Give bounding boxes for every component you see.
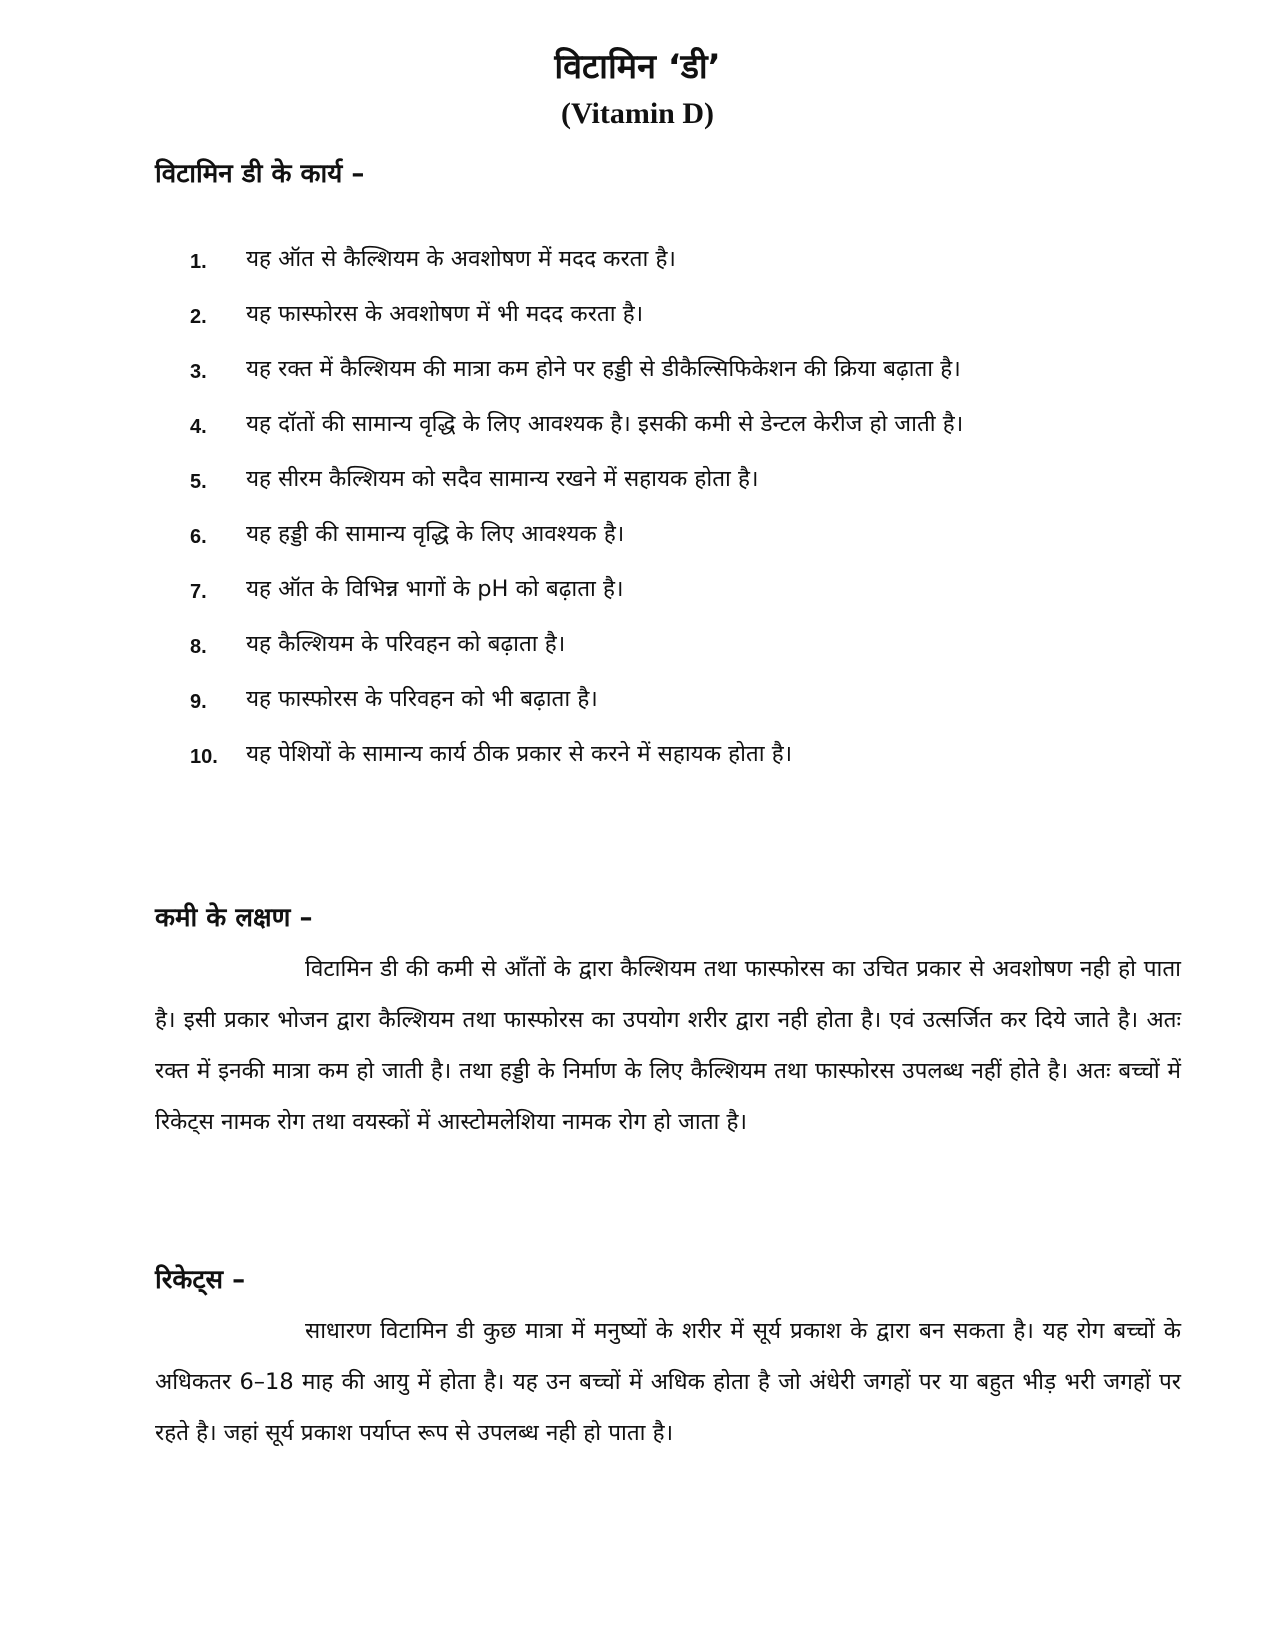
list-item-number: 1.: [190, 251, 207, 273]
list-item-number: 3.: [190, 361, 207, 383]
page-title: विटामिन ‘डी’: [554, 47, 721, 87]
deficiency-heading: कमी के लक्षण –: [155, 903, 313, 933]
deficiency-paragraph: विटामिन डी की कमी से आँतों के द्वारा कैल्शियम तथा फास्फोरस का उचित प्रकार से अवशोषण नही हो पाता है। इसी प्रकार भोजन द्वारा कैल्शियम तथा फास्फोरस का उपयोग शरीर द्वारा नही होता है। एवं उत्सर्जित कर दिये जाते है। अतः रक्त में इनकी मात्रा कम हो जाती है। तथा हड्डी के निर्माण के लिए कैल्शियम तथा फास्फोरस उपलब्ध नहीं होते है। अतः बच्चों में रिकेट्स नामक रोग तथा वयस्कों में आस्टोमलेशिया नामक रोग हो जाता है।: [155, 956, 1181, 1135]
list-item-text: यह पेशियों के सामान्य कार्य ठीक प्रकार से करने में सहायक होता है।: [246, 741, 793, 767]
list-item-text: यह दॉतों की सामान्य वृद्धि के लिए आवश्यक है। इसकी कमी से डेन्टल केरीज हो जाती है।: [246, 411, 964, 437]
list-item-number: 10.: [190, 746, 218, 768]
list-item-number: 8.: [190, 636, 207, 658]
list-item-number: 6.: [190, 526, 207, 548]
list-item-text: यह रक्त में कैल्शियम की मात्रा कम होने पर हड्डी से डीकैल्सिफिकेशन की क्रिया बढ़ाता है।: [246, 356, 961, 382]
list-item-text: यह फास्फोरस के अवशोषण में भी मदद करता है।: [246, 301, 644, 327]
rickets-paragraph: साधारण विटामिन डी कुछ मात्रा में मनुष्यों के शरीर में सूर्य प्रकाश के द्वारा बन सकता है। यह रोग बच्चों के अधिकतर 6–18 माह की आयु में होता है। यह उन बच्चों में अधिक होता है जो अंधेरी जगहों पर या बहुत भीड़ भरी जगहों पर रहते है। जहां सूर्य प्रकाश पर्याप्त रूप से उपलब्ध नही हो पाता है।: [155, 1318, 1181, 1446]
list-item-text: यह कैल्शियम के परिवहन को बढ़ाता है।: [246, 631, 566, 657]
list-item-text: यह ऑत के विभिन्न भागों के pH को बढ़ाता है।: [246, 576, 624, 602]
list-item-number: 7.: [190, 581, 207, 603]
list-item: [190, 729, 1180, 783]
list-item-text: यह सीरम कैल्शियम को सदैव सामान्य रखने में सहायक होता है।: [246, 466, 759, 492]
list-item-text: यह ऑत से कैल्शियम के अवशोषण में मदद करता है।: [246, 246, 676, 272]
list-item: [190, 509, 1180, 563]
list-item: [190, 234, 1180, 288]
list-item-number: 2.: [190, 306, 207, 328]
list-item-text: यह फास्फोरस के परिवहन को भी बढ़ाता है।: [246, 686, 598, 712]
list-item-number: 5.: [190, 471, 207, 493]
list-item: [190, 674, 1180, 728]
rickets-heading: रिकेट्स –: [155, 1265, 246, 1295]
list-item-text: यह हड्डी की सामान्य वृद्धि के लिए आवश्यक है।: [246, 521, 625, 547]
list-item-number: 9.: [190, 691, 207, 713]
list-item: [190, 344, 1180, 398]
list-item: [190, 619, 1180, 673]
list-item: [190, 399, 1180, 453]
list-item: [190, 289, 1180, 343]
list-item: [190, 454, 1180, 508]
list-item-number: 4.: [190, 416, 207, 438]
functions-heading: विटामिन डी के कार्य –: [155, 159, 365, 189]
page-subtitle: (Vitamin D): [560, 97, 715, 130]
functions-list: [190, 234, 1180, 784]
list-item: [190, 564, 1180, 618]
